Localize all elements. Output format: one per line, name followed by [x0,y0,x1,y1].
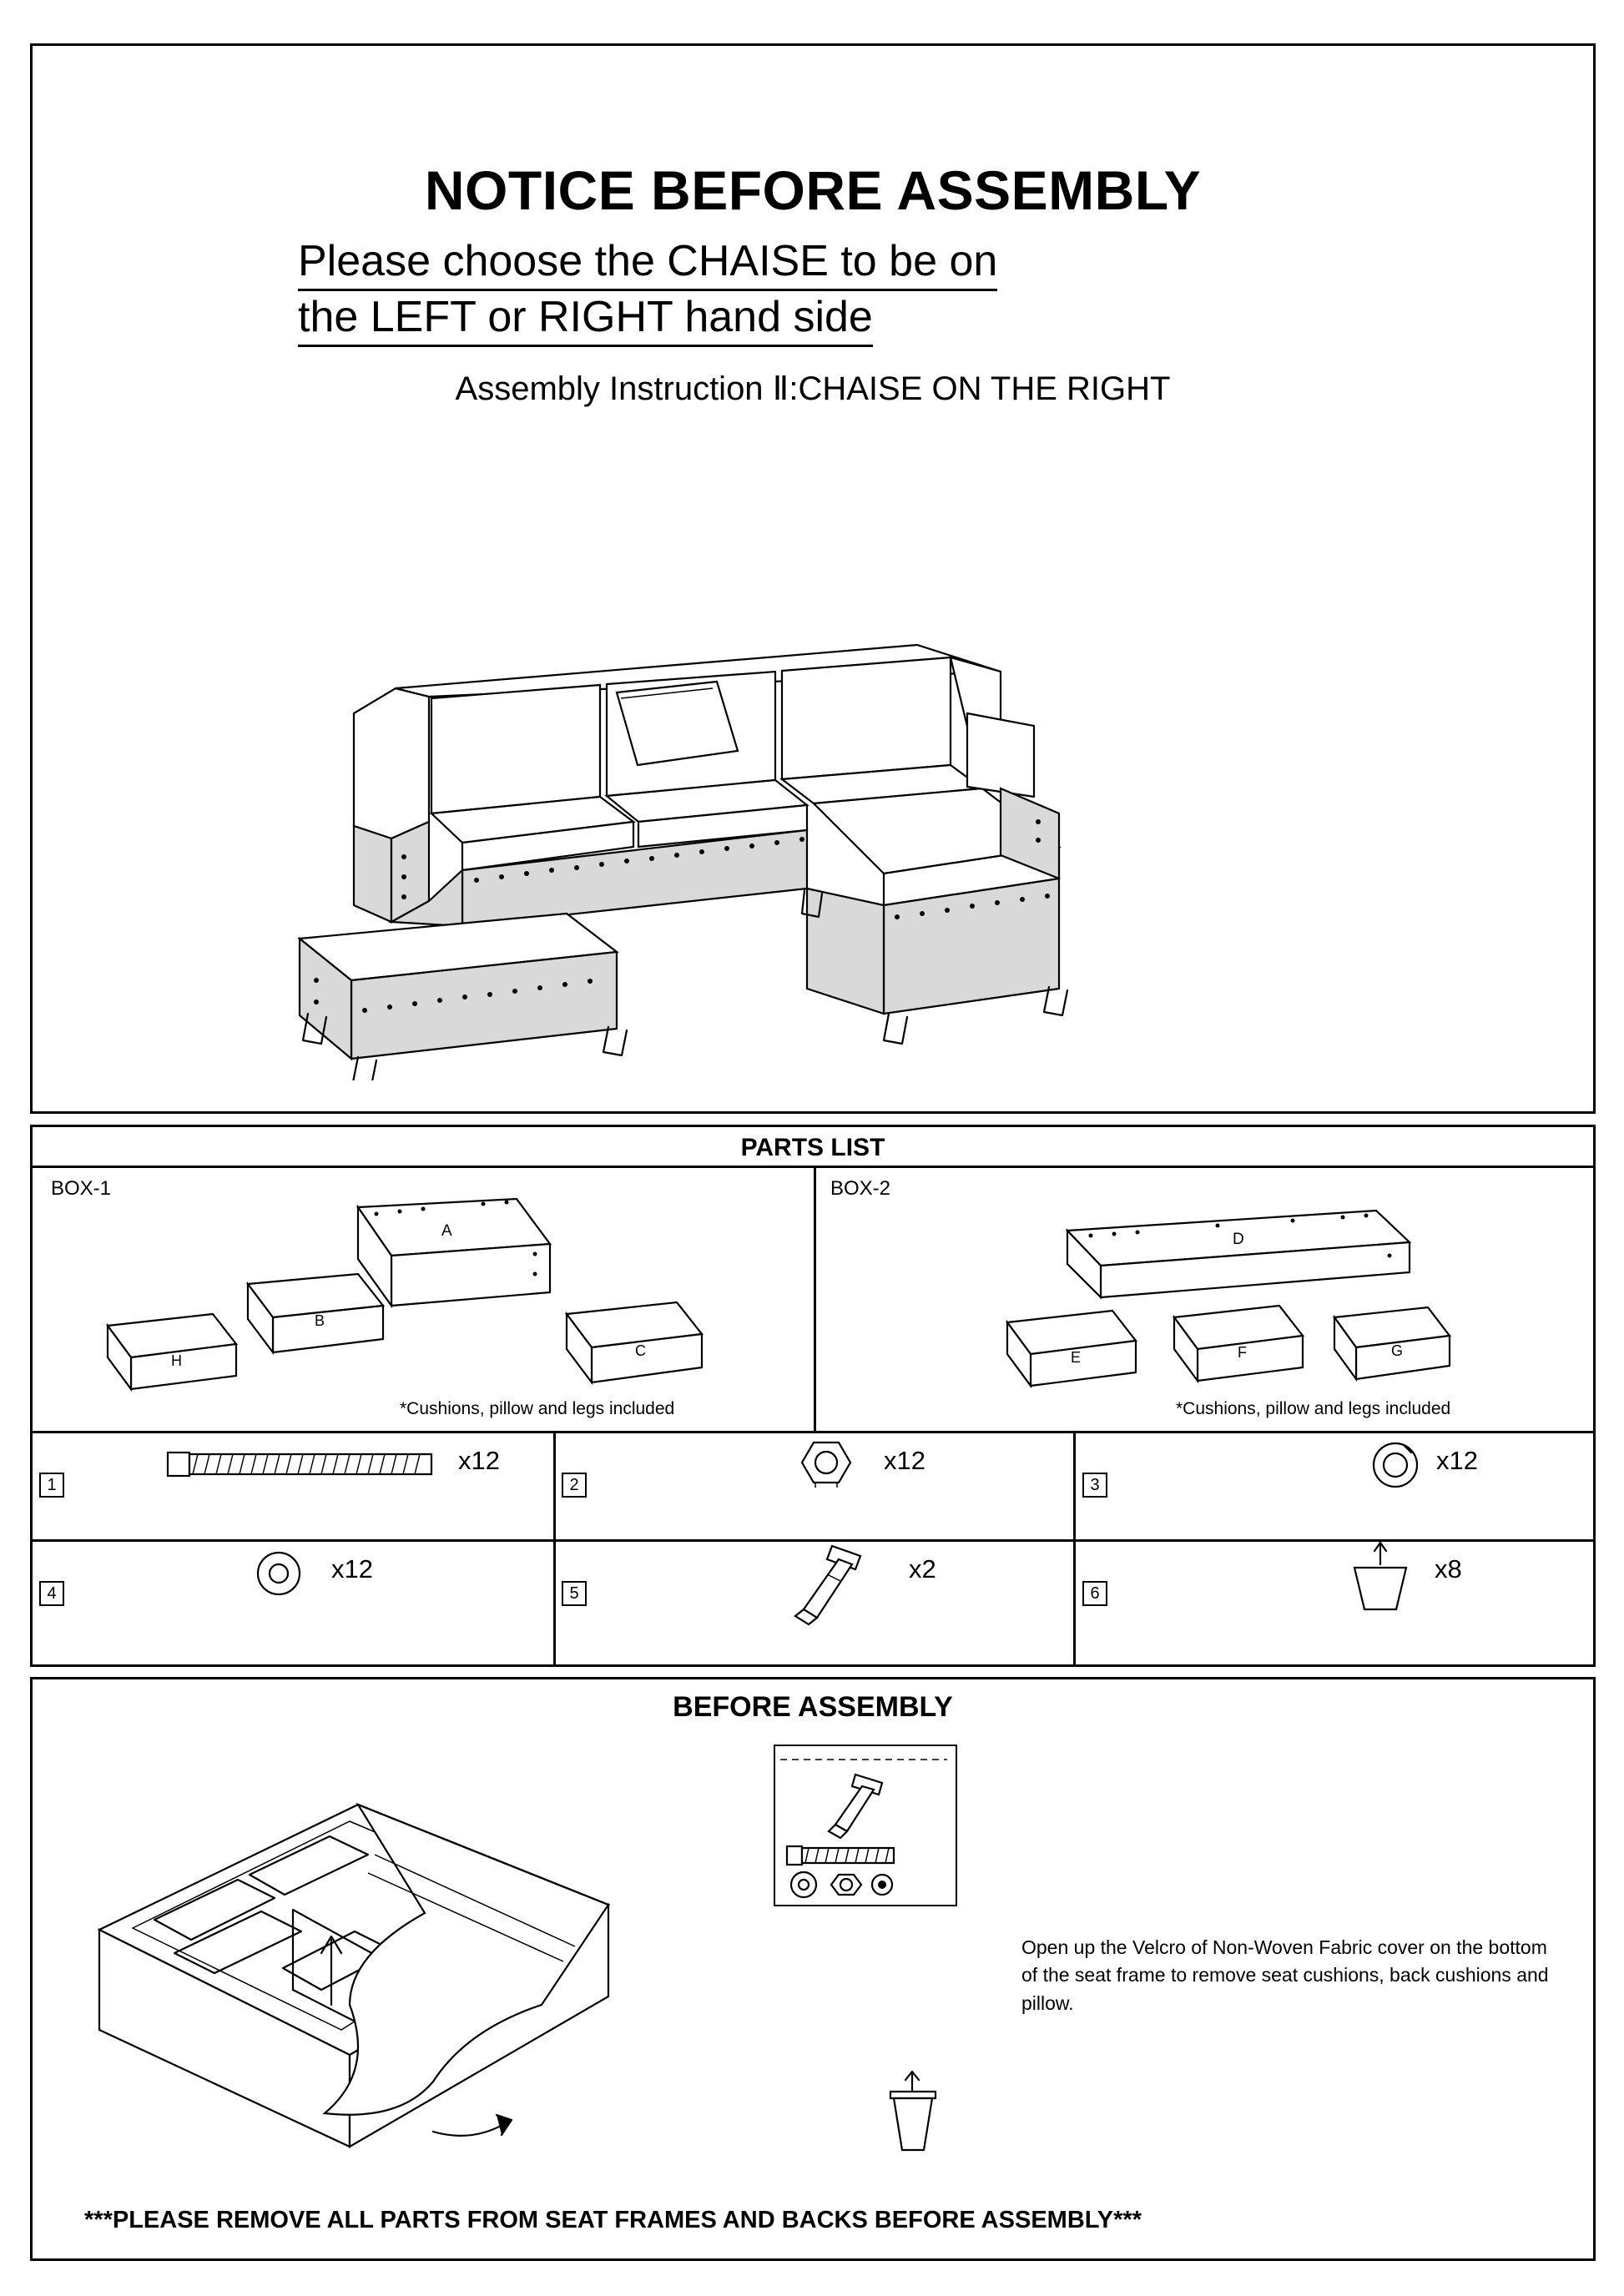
svg-text:E: E [1071,1349,1082,1366]
svg-text:D: D [1233,1231,1244,1248]
hardware-number-5: 5 [562,1581,587,1606]
flat-washer-icon [251,1546,306,1601]
notice-title: NOTICE BEFORE ASSEMBLY [424,159,1202,221]
hardware-number-4: 4 [39,1581,64,1606]
hardware-qty-2: x12 [884,1446,925,1475]
divider [1073,1431,1076,1664]
before-assembly-header: BEFORE ASSEMBLY [673,1691,953,1723]
parts-list-header: PARTS LIST [740,1134,885,1161]
divider [814,1166,816,1431]
hardware-qty-3: x12 [1436,1446,1478,1475]
box2-parts-illustration [825,1192,1576,1401]
box2-note: *Cushions, pillow and legs included [1176,1399,1451,1418]
divider [33,1431,1593,1433]
hardware-number-3: 3 [1082,1473,1107,1498]
svg-text:G: G [1391,1342,1404,1359]
nut-icon [799,1438,857,1493]
notice-panel [30,43,1596,1114]
hardware-qty-1: x12 [458,1446,500,1475]
box1-note: *Cushions, pillow and legs included [400,1399,675,1418]
hardware-qty-6: x8 [1435,1554,1462,1584]
svg-text:C: C [635,1342,646,1359]
box1-label: BOX-1 [51,1177,112,1200]
svg-text:F: F [1238,1344,1247,1361]
divider [553,1431,556,1664]
svg-text:A: A [441,1222,452,1240]
sectional-sofa-illustration [283,546,1142,1080]
notice-subtitle-line1: Please choose the CHAISE to be on [298,236,997,291]
leg-icon [1343,1539,1418,1616]
svg-text:H: H [171,1352,182,1369]
before-assembly-footer: ***PLEASE REMOVE ALL PARTS FROM SEAT FRAMES AND BACKS BEFORE ASSEMBLY*** [84,2207,1142,2233]
hardware-number-6: 6 [1082,1581,1107,1606]
hardware-qty-4: x12 [331,1554,373,1584]
box2-label: BOX-2 [830,1177,891,1200]
bolt-icon [166,1443,441,1486]
hardware-qty-5: x2 [909,1554,936,1584]
divider [33,1166,1593,1168]
seat-frame-velcro-illustration [74,1755,825,2222]
parts-list-panel [30,1125,1596,1667]
before-assembly-body-text: Open up the Velcro of Non-Woven Fabric cover on the bottom of the seat frame to remove seat cushions, back cushions and pillow. [1021,1936,1549,2014]
hardware-bag-illustration [774,1745,957,1906]
furniture-leg-illustration [877,2070,952,2162]
svg-text:B: B [315,1312,325,1329]
notice-subtitle-line2: the LEFT or RIGHT hand side [298,292,873,347]
spring-washer-icon [1368,1438,1423,1493]
assembly-instruction-label: Assembly Instruction Ⅱ:CHAISE ON THE RIGHT [455,370,1171,407]
hardware-number-1: 1 [39,1473,64,1498]
before-assembly-panel [30,1677,1596,2261]
wrench-icon [784,1541,884,1628]
hardware-number-2: 2 [562,1473,587,1498]
box1-parts-illustration [49,1192,800,1401]
